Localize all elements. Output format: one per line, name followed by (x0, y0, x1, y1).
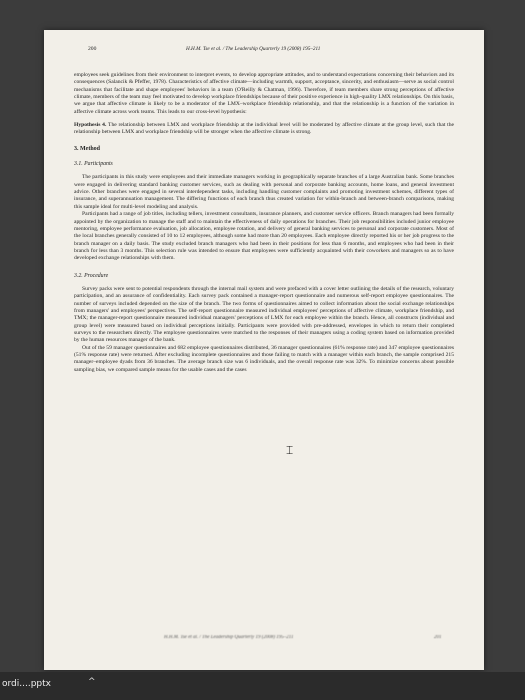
download-bar (0, 672, 525, 700)
paragraph-participants-2: Participants had a range of job titles, including tellers, investment consultants, insurance planners, and customer service officers. Branch managers had been formally appointed by the organization to manage the staff and to maintain the effectiveness of daily operations for branches. Their job responsibilities included junior employee mentoring, employee performance evaluation, job allocation, employee rotation, and delivery of general banking services to personal and corporate customers. Most of the local branches generally consisted of 10 to 12 employees, although some had more than 20 employees. Each employee directly reported his or her job progress to the branch manager on a daily basis. The study excluded branch managers who had been in their positions for less than 6 months, and employees who had been in their branch for less than 3 months. This selection rule was intended to ensure that employees were sufficiently acquainted with their coworkers and managers so as to have developed exchange relationships with them. (74, 211, 454, 262)
subsection-heading-procedure: 3.2. Procedure (74, 272, 109, 279)
page-header (44, 46, 484, 56)
page-number: 200 (88, 46, 97, 52)
footer-running-head: H.H.M. Tse et al. / The Leadership Quarterly 19 (2008) 195–211 (164, 635, 294, 640)
hypothesis-4 (74, 122, 454, 137)
download-file-name[interactable]: ordi....pptx (2, 679, 51, 689)
paragraph-procedure-1: Survey packs were sent to potential respondents through the internal mail system and were prefaced with a cover letter outlining the details of the research, voluntary participation, and an assurance of confidentiality. Each survey pack contained a manager-report questionnaire and numerous self-report employee questionnaires. The number of surveys included depended on the size of the branch. The two forms of questionnaires aimed to collect information about the social exchange relationships from managers' and employees' perspectives. The self-report questionnaire measured individual employees' perceptions of affective climate, workplace friendship, and TMX; the manager-report questionnaire measured individual managers' perceptions of LMX for each employee within the branch. Hence, all constructs (individual and group level) were measured based on individual perceptions initially. Participants were provided with pre-addressed, envelopes in which to return their completed surveys to the researchers directly. The employee questionnaires were matched to the responses of their managers using a coding system based on information provided by the human resources manager of the bank. (74, 285, 454, 344)
section-heading-method: 3. Method (74, 145, 100, 152)
paragraph-intro: employees seek guidelines from their environment to interpret events, to develop appropriate attitudes, and to understand expectations concerning their behaviors and its consequences (Salancik & Pfeffer, 1978). Characteristics of affective climate—including warmth, support, acceptance, sincerity, and enthusiasm—serve as social control mechanisms that facilitate and shape employees' behaviors in a team (O'Reilly & Chatman, 1996). Therefore, if team members share strong perceptions of affective climate, members of the team may feel motivated to develop workplace friendships because of their positive experience in high-quality LMX relationships. On this basis, we argue that affective climate is likely to be a moderator of the LMX–workplace friendship relationship, and that the relationship is a function of the variation in affective climate across work teams. This leads to our cross-level hypothesis: (74, 72, 454, 115)
hypothesis-label: Hypothesis 4. (74, 122, 107, 129)
paragraph-participants-1: The participants in this study were employees and their immediate managers working in geographically separate branches of a large Australian bank. Some branches were engaged in delivering standard banking customer services, such as dealing with personal and corporate banking accounts, home loans, and general investment advice. Other branches were engaged in several interdependent tasks, including handling customer complaints and promoting investment schemes, different types of insurance, and superannuation management. The differing functions of each branch thus created variation for within-branch and between-branch comparisons, making this sample ideal for multi-level modeling and analysis. (74, 174, 454, 210)
paragraph-procedure-2: Out of the 59 manager questionnaires and 682 employee questionnaires distributed, 36 manager questionnaires (61% response rate) and 347 employee questionnaires (51% response rate) were returned. After excluding incomplete questionnaires and those failing to match with a manager within each branch, the sample comprised 215 manager–employee dyads from 36 branches. The average branch size was 6 individuals, and the overall response rate was 32%. To minimize concerns about possible sampling bias, we compared sample means for the usable cases and the cases (74, 344, 454, 373)
running-head: H.H.M. Tse et al. / The Leadership Quarterly 19 (2008) 195–211 (186, 46, 321, 52)
next-page-header (164, 635, 442, 640)
footer-page-number: 201 (434, 635, 442, 640)
text-cursor-icon: ⌶ (286, 443, 294, 457)
page-body (74, 72, 454, 374)
document-page (44, 30, 484, 670)
subsection-heading-participants: 3.1. Participants (74, 161, 113, 168)
hypothesis-text: The relationship between LMX and workplace friendship at the individual level will be moderated by affective climate at the group level, such that the relationship between LMX and workplace friendship will be stronger when the affective climate is strong. (74, 122, 455, 136)
chevron-up-icon[interactable]: ^ (88, 677, 96, 687)
